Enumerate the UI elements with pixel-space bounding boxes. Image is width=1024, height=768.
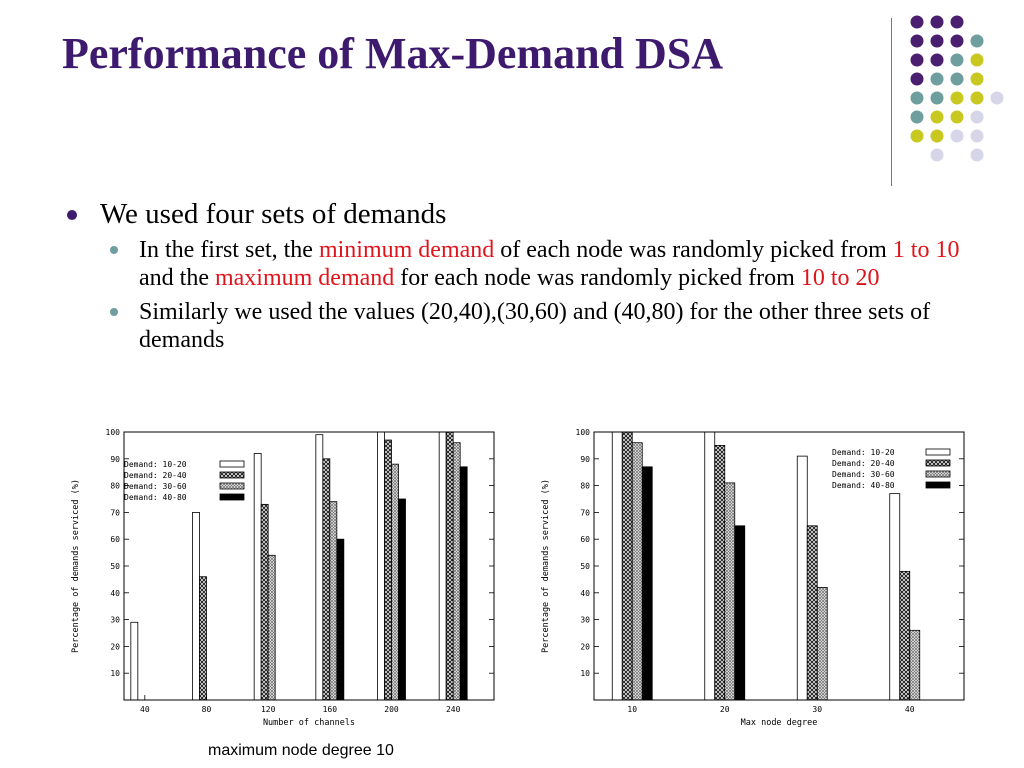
decorative-dot: [931, 73, 944, 86]
y-tick-label: 100: [105, 428, 120, 437]
legend-swatch: [220, 461, 244, 467]
decorative-dot: [951, 92, 964, 105]
decorative-dot: [951, 130, 964, 143]
legend: [124, 460, 244, 502]
x-tick-label: 240: [445, 705, 461, 714]
bullet-main-text: We used four sets of demands: [100, 198, 447, 230]
y-tick-label: 70: [110, 508, 120, 518]
legend-swatch: [926, 471, 950, 477]
bar: [735, 526, 745, 700]
y-tick-label: 50: [580, 562, 590, 571]
bar: [446, 432, 453, 700]
decorative-dot: [931, 92, 944, 105]
x-tick-label: 160: [322, 705, 338, 714]
sub-bullet-other-sets: [62, 298, 982, 354]
legend-label: Demand: 30-60: [124, 482, 187, 491]
bar: [910, 630, 920, 700]
bar: [330, 502, 337, 700]
x-tick-label: 80: [201, 705, 212, 714]
decorative-dot: [971, 130, 984, 143]
bar: [268, 555, 275, 700]
y-tick-label: 50: [110, 562, 120, 571]
y-tick-label: 80: [110, 481, 120, 491]
decorative-dot: [911, 54, 924, 67]
y-tick-label: 80: [580, 481, 590, 491]
bar: [453, 443, 460, 700]
legend-swatch: [220, 483, 244, 489]
y-tick-label: 20: [580, 642, 590, 652]
y-tick-label: 60: [110, 535, 120, 545]
decorative-dot: [971, 111, 984, 124]
decorative-dot: [931, 54, 944, 67]
legend-swatch: [926, 482, 950, 488]
sub-bullet-text: In the first set, the: [139, 237, 319, 263]
decorative-dot: [911, 92, 924, 105]
bullet-list: [62, 198, 982, 360]
legend-label: Demand: 10-20: [832, 448, 895, 457]
x-tick-label: 40: [904, 705, 915, 714]
decorative-dot: [971, 149, 984, 162]
decorative-dot: [951, 35, 964, 48]
decorative-dot: [911, 130, 924, 143]
decorative-dot: [931, 130, 944, 143]
bar: [399, 499, 406, 700]
bar: [261, 504, 268, 700]
bar: [642, 467, 652, 700]
bar: [622, 432, 632, 700]
bar: [254, 453, 261, 700]
y-axis-label: Percentage of demands serviced (%): [71, 479, 81, 653]
bar: [817, 587, 827, 700]
bar: [378, 432, 385, 700]
legend-label: Demand: 20-40: [124, 471, 187, 480]
legend-swatch: [220, 472, 244, 478]
x-axis-label: Max node degree: [740, 718, 818, 728]
x-axis-label: Number of channels: [262, 718, 356, 728]
bar: [900, 571, 910, 700]
y-tick-label: 30: [110, 615, 120, 625]
y-tick-label: 10: [580, 669, 590, 679]
bar: [715, 445, 725, 700]
bar-chart-node-degree: [532, 418, 972, 738]
legend-swatch: [926, 449, 950, 455]
y-tick-label: 90: [580, 454, 590, 464]
bar: [392, 464, 399, 700]
x-tick-label: 200: [384, 705, 399, 714]
decorative-dot: [931, 35, 944, 48]
bar: [439, 432, 446, 700]
legend-label: Demand: 30-60: [832, 470, 895, 479]
highlight-min-range: 1 to 10: [892, 237, 960, 263]
highlight-minimum-demand: minimum demand: [318, 237, 495, 263]
y-tick-label: 30: [580, 615, 590, 625]
decorative-dot: [991, 92, 1004, 105]
y-tick-label: 20: [110, 642, 120, 652]
bar: [323, 459, 330, 700]
bar: [200, 577, 207, 700]
bar: [612, 432, 622, 700]
bar-chart-channels: [62, 418, 502, 738]
legend-label: Demand: 40-80: [124, 493, 187, 502]
x-tick-label: 30: [812, 705, 823, 714]
decorative-dot: [931, 16, 944, 29]
bar: [131, 622, 138, 700]
bar: [460, 467, 467, 700]
bar: [632, 443, 642, 700]
legend-swatch: [220, 494, 244, 500]
bar: [316, 435, 323, 700]
decorative-divider: [891, 18, 892, 186]
decorative-dot: [971, 54, 984, 67]
bar: [807, 526, 817, 700]
bar: [705, 432, 715, 700]
decorative-dot: [951, 16, 964, 29]
x-tick-label: 40: [140, 705, 150, 714]
x-tick-label: 20: [719, 705, 730, 714]
y-tick-label: 10: [110, 669, 120, 679]
bar: [385, 440, 392, 700]
y-axis-label: Percentage of demands serviced (%): [541, 479, 551, 653]
decorative-dot: [951, 54, 964, 67]
bar: [890, 494, 900, 700]
bar: [797, 456, 807, 700]
x-tick-label: 10: [627, 705, 638, 714]
decorative-dot: [951, 73, 964, 86]
decorative-dot: [911, 35, 924, 48]
decorative-dot: [971, 73, 984, 86]
bar: [193, 512, 200, 700]
legend-label: Demand: 40-80: [832, 481, 895, 490]
decorative-dot: [931, 149, 944, 162]
slide-title: Performance of Max-Demand DSA: [62, 29, 724, 78]
y-tick-label: 90: [110, 454, 120, 464]
decorative-dot: [971, 35, 984, 48]
y-tick-label: 100: [575, 428, 590, 437]
chart-caption: maximum node degree 10: [208, 742, 394, 759]
decorative-dot: [951, 111, 964, 124]
sub-bullet-first-set: [62, 236, 982, 292]
highlight-max-range: 10 to 20: [800, 265, 880, 291]
decorative-dot: [971, 92, 984, 105]
sub-bullet-text: Similarly we used the values (20,40),(30,60) and (40,80) for the other three sets of demands: [139, 299, 931, 353]
y-tick-label: 70: [580, 508, 590, 518]
bullet-main: [62, 198, 982, 230]
bar: [337, 539, 344, 700]
sub-bullet-text: of each node was randomly picked from: [494, 237, 893, 263]
sub-bullet-text: and the: [139, 265, 215, 291]
sub-bullet-text: for each node was randomly picked from: [394, 265, 801, 291]
legend-label: Demand: 20-40: [832, 459, 895, 468]
bar: [725, 483, 735, 700]
decorative-dot: [931, 111, 944, 124]
y-tick-label: 60: [580, 535, 590, 545]
decorative-dot: [911, 73, 924, 86]
highlight-maximum-demand: maximum demand: [214, 265, 395, 291]
decorative-dot: [911, 111, 924, 124]
y-tick-label: 40: [580, 588, 590, 598]
decorative-dot: [911, 16, 924, 29]
legend-swatch: [926, 460, 950, 466]
legend: [832, 448, 950, 490]
y-tick-label: 40: [110, 588, 120, 598]
x-tick-label: 120: [260, 705, 276, 714]
legend-label: Demand: 10-20: [124, 460, 187, 469]
